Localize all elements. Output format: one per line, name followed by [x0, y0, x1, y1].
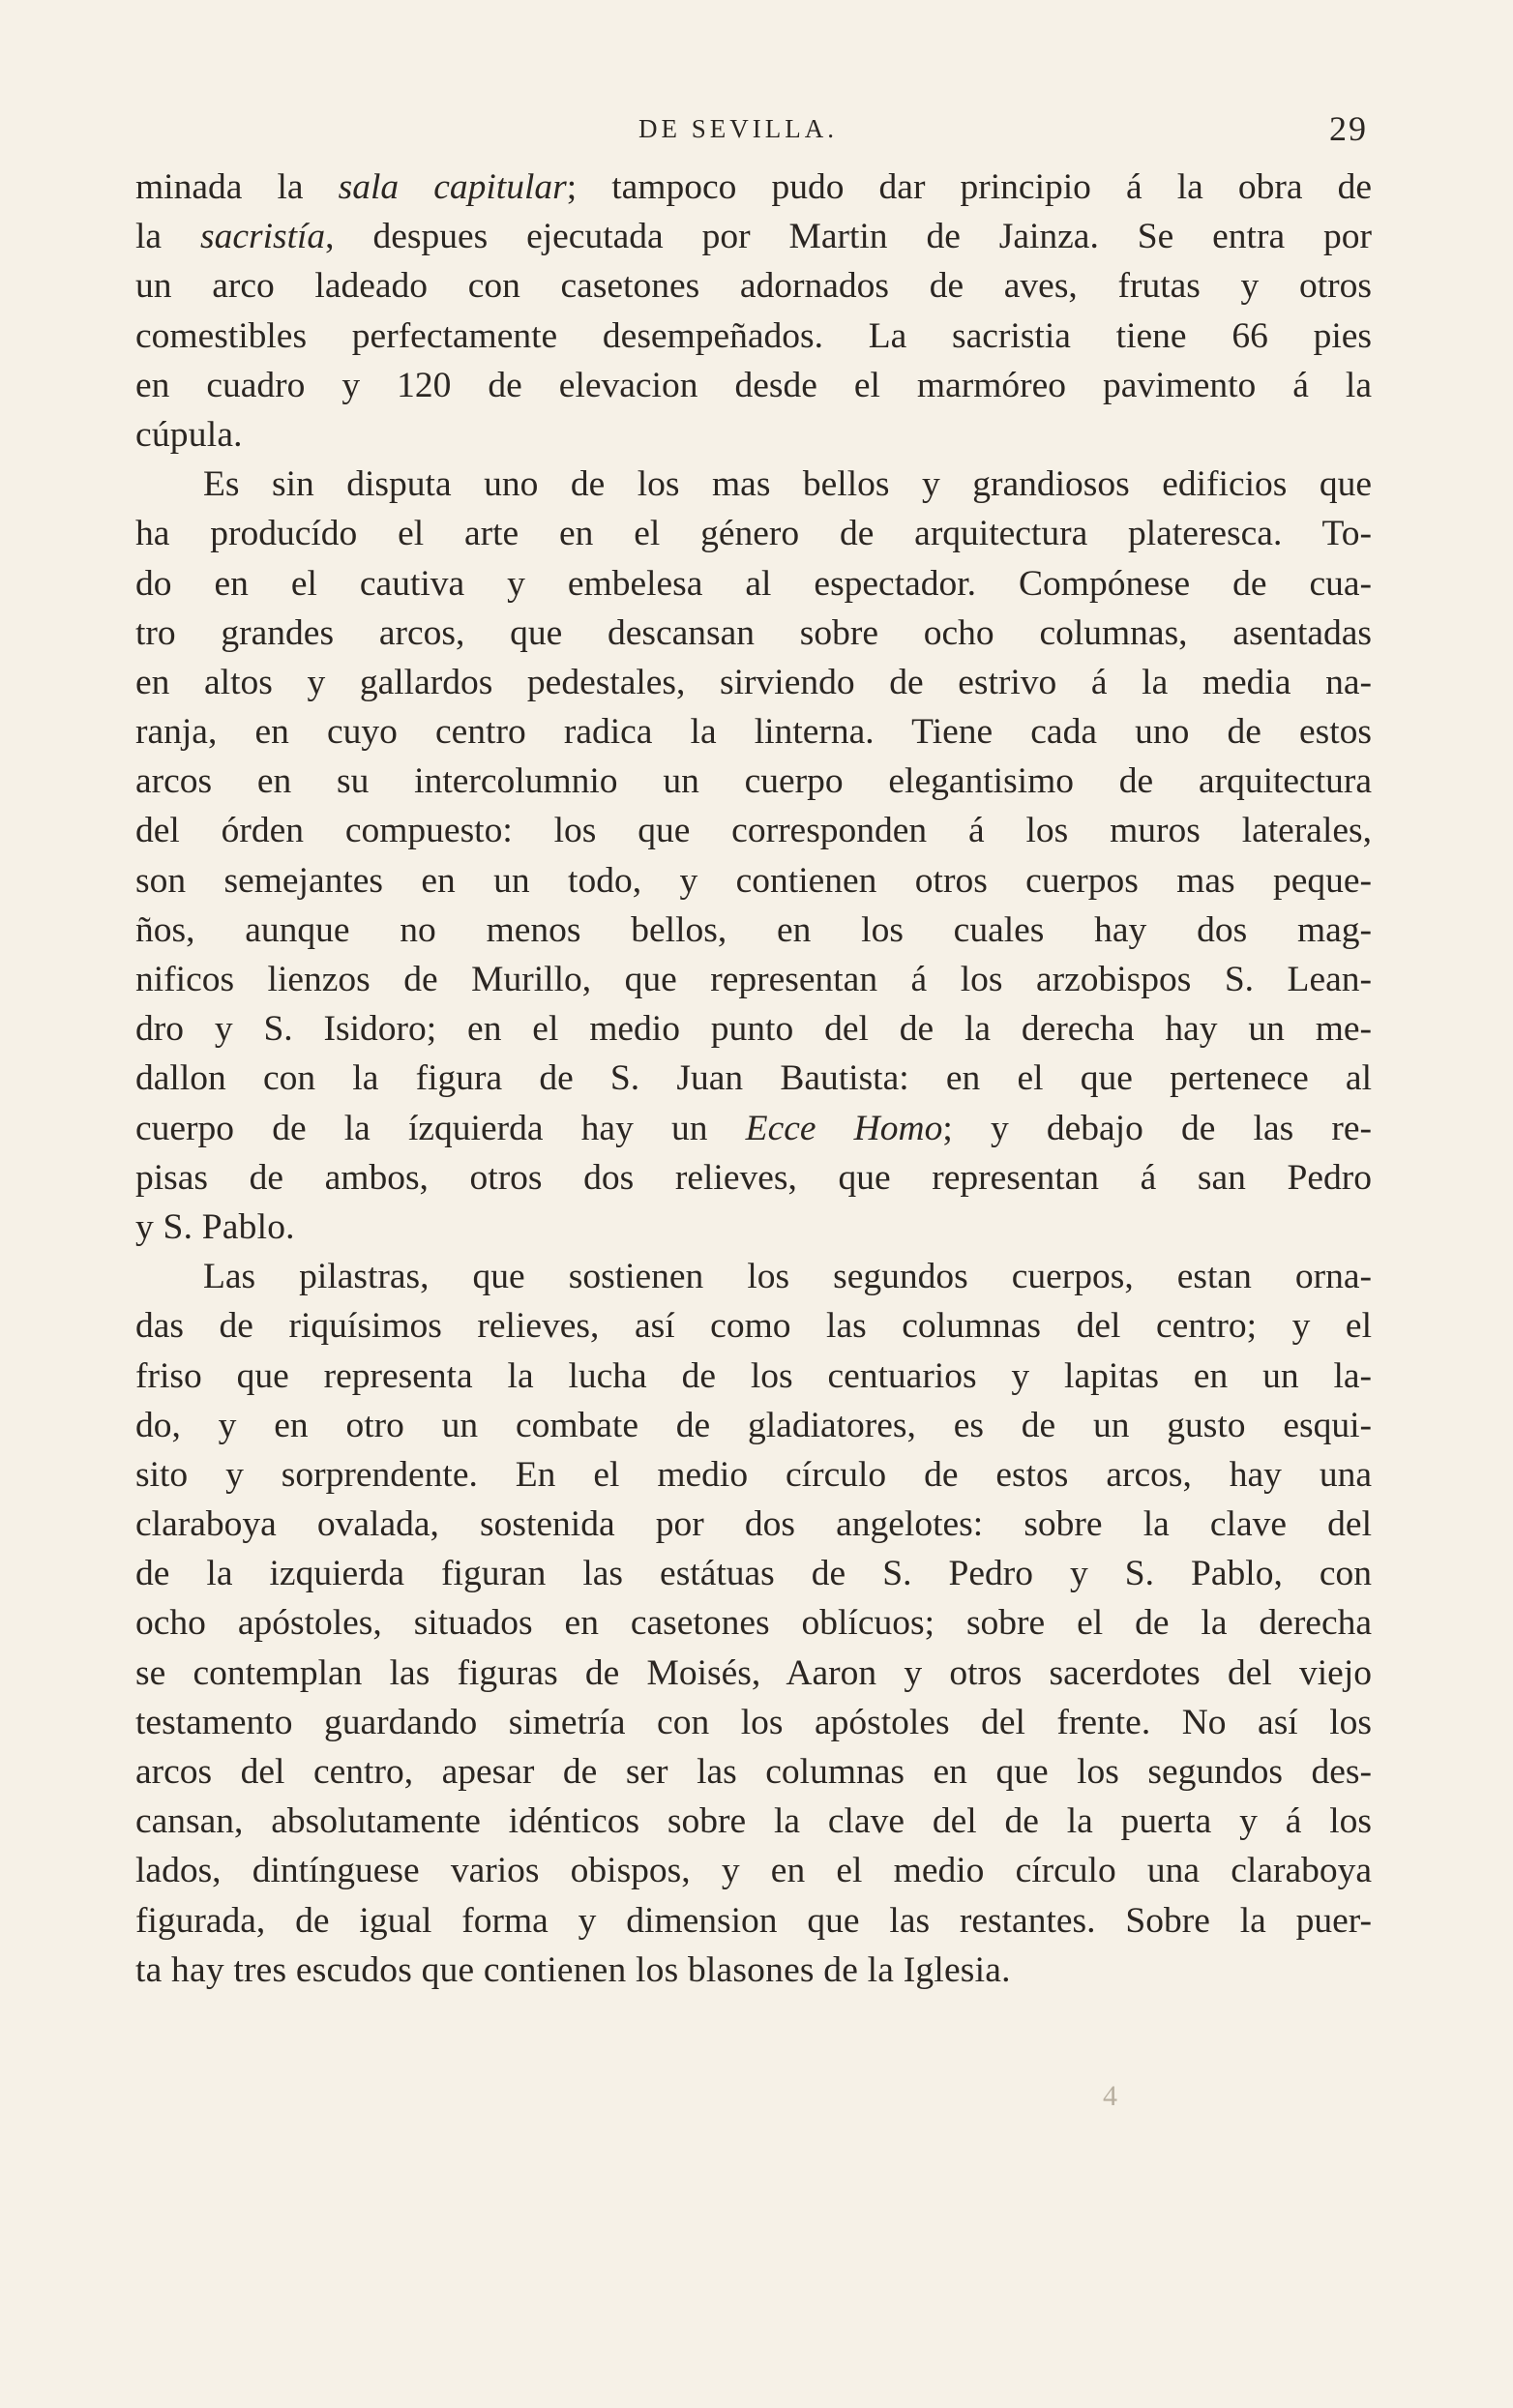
text-line: se contemplan las figuras de Moisés, Aaron y otros sacerdotes del viejo [135, 1652, 1372, 1693]
text-line: do en el cautiva y embelesa al espectador. Compónese de cua- [135, 563, 1372, 604]
signature-mark: 4 [1103, 2080, 1117, 2112]
text-line: y S. Pablo. [135, 1206, 295, 1247]
page-number: 29 [1329, 109, 1368, 148]
text-line: ha producído el arte en el género de arquitectura plateresca. To- [135, 514, 1372, 554]
running-head: DE SEVILLA. [638, 114, 838, 143]
text-line: cuerpo de la ízquierda hay un Ecce Homo; y debajo de las re- [135, 1108, 1373, 1148]
text-line: de la izquierda figuran las estátuas de S. Pedro y S. Pablo, con [135, 1554, 1372, 1594]
text-line: arcos del centro, apesar de ser las columnas en que los segundos des- [135, 1752, 1372, 1792]
paragraph-start-line: Las pilastras, que sostienen los segundos cuerpos, estan orna- [203, 1257, 1372, 1297]
text-line: ta hay tres escudos que contienen los blasones de la Iglesia. [135, 1949, 1011, 1990]
paragraph-start-line: Es sin disputa uno de los mas bellos y grandiosos edificios que [203, 464, 1372, 505]
body-text [135, 163, 1372, 1995]
text-line: del órden compuesto: los que corresponden á los muros laterales, [135, 811, 1372, 851]
text-line: ocho apóstoles, situados en casetones oblícuos; sobre el de la derecha [135, 1603, 1372, 1644]
text-line: en altos y gallardos pedestales, sirviendo de estrivo á la media na- [135, 662, 1372, 702]
text-line: tro grandes arcos, que descansan sobre ocho columnas, asentadas [135, 612, 1372, 653]
text-line: en cuadro y 120 de elevacion desde el marmóreo pavimento á la [135, 365, 1372, 405]
text-line: cúpula. [135, 414, 243, 455]
text-line: minada la sala capitular; tampoco pudo dar principio á la obra de [135, 167, 1372, 207]
text-line: dallon con la figura de S. Juan Bautista: en el que pertenece al [135, 1058, 1372, 1099]
text-line: figurada, de igual forma y dimension que las restantes. Sobre la puer- [135, 1900, 1372, 1941]
text-line: son semejantes en un todo, y contienen otros cuerpos mas peque- [135, 860, 1372, 901]
text-line: do, y en otro un combate de gladiatores, es de un gusto esqui- [135, 1405, 1372, 1445]
text-line: comestibles perfectamente desempeñados. La sacristia tiene 66 pies [135, 315, 1372, 356]
text-line: ños, aunque no menos bellos, en los cuales hay dos mag- [135, 909, 1372, 950]
text-line: nificos lienzos de Murillo, que representan á los arzobispos S. Lean- [135, 960, 1372, 999]
text-line: un arco ladeado con casetones adornados de aves, frutas y otros [135, 266, 1372, 307]
text-line: testamento guardando simetría con los apóstoles del frente. No así los [135, 1702, 1372, 1742]
text-line: dro y S. Isidoro; en el medio punto del de la derecha hay un me- [135, 1009, 1372, 1050]
text-line: friso que representa la lucha de los centuarios y lapitas en un la- [135, 1355, 1372, 1396]
text-line: pisas de ambos, otros dos relieves, que representan á san Pedro [135, 1157, 1372, 1198]
text-line: ranja, en cuyo centro radica la linterna. Tiene cada uno de estos [135, 712, 1372, 753]
text-line: lados, dintínguese varios obispos, y en el medio círculo una claraboya [135, 1851, 1372, 1891]
text-line: cansan, absolutamente idénticos sobre la clave del de la puerta y á los [135, 1801, 1372, 1842]
text-line: das de riquísimos relieves, así como las columnas del centro; y el [135, 1306, 1372, 1347]
text-line: claraboya ovalada, sostenida por dos angelotes: sobre la clave del [135, 1504, 1372, 1545]
text-line: sito y sorprendente. En el medio círculo de estos arcos, hay una [135, 1454, 1372, 1495]
text-line: arcos en su intercolumnio un cuerpo elegantisimo de arquitectura [135, 761, 1372, 802]
text-line: la sacristía, despues ejecutada por Martin de Jainza. Se entra por [135, 217, 1372, 257]
